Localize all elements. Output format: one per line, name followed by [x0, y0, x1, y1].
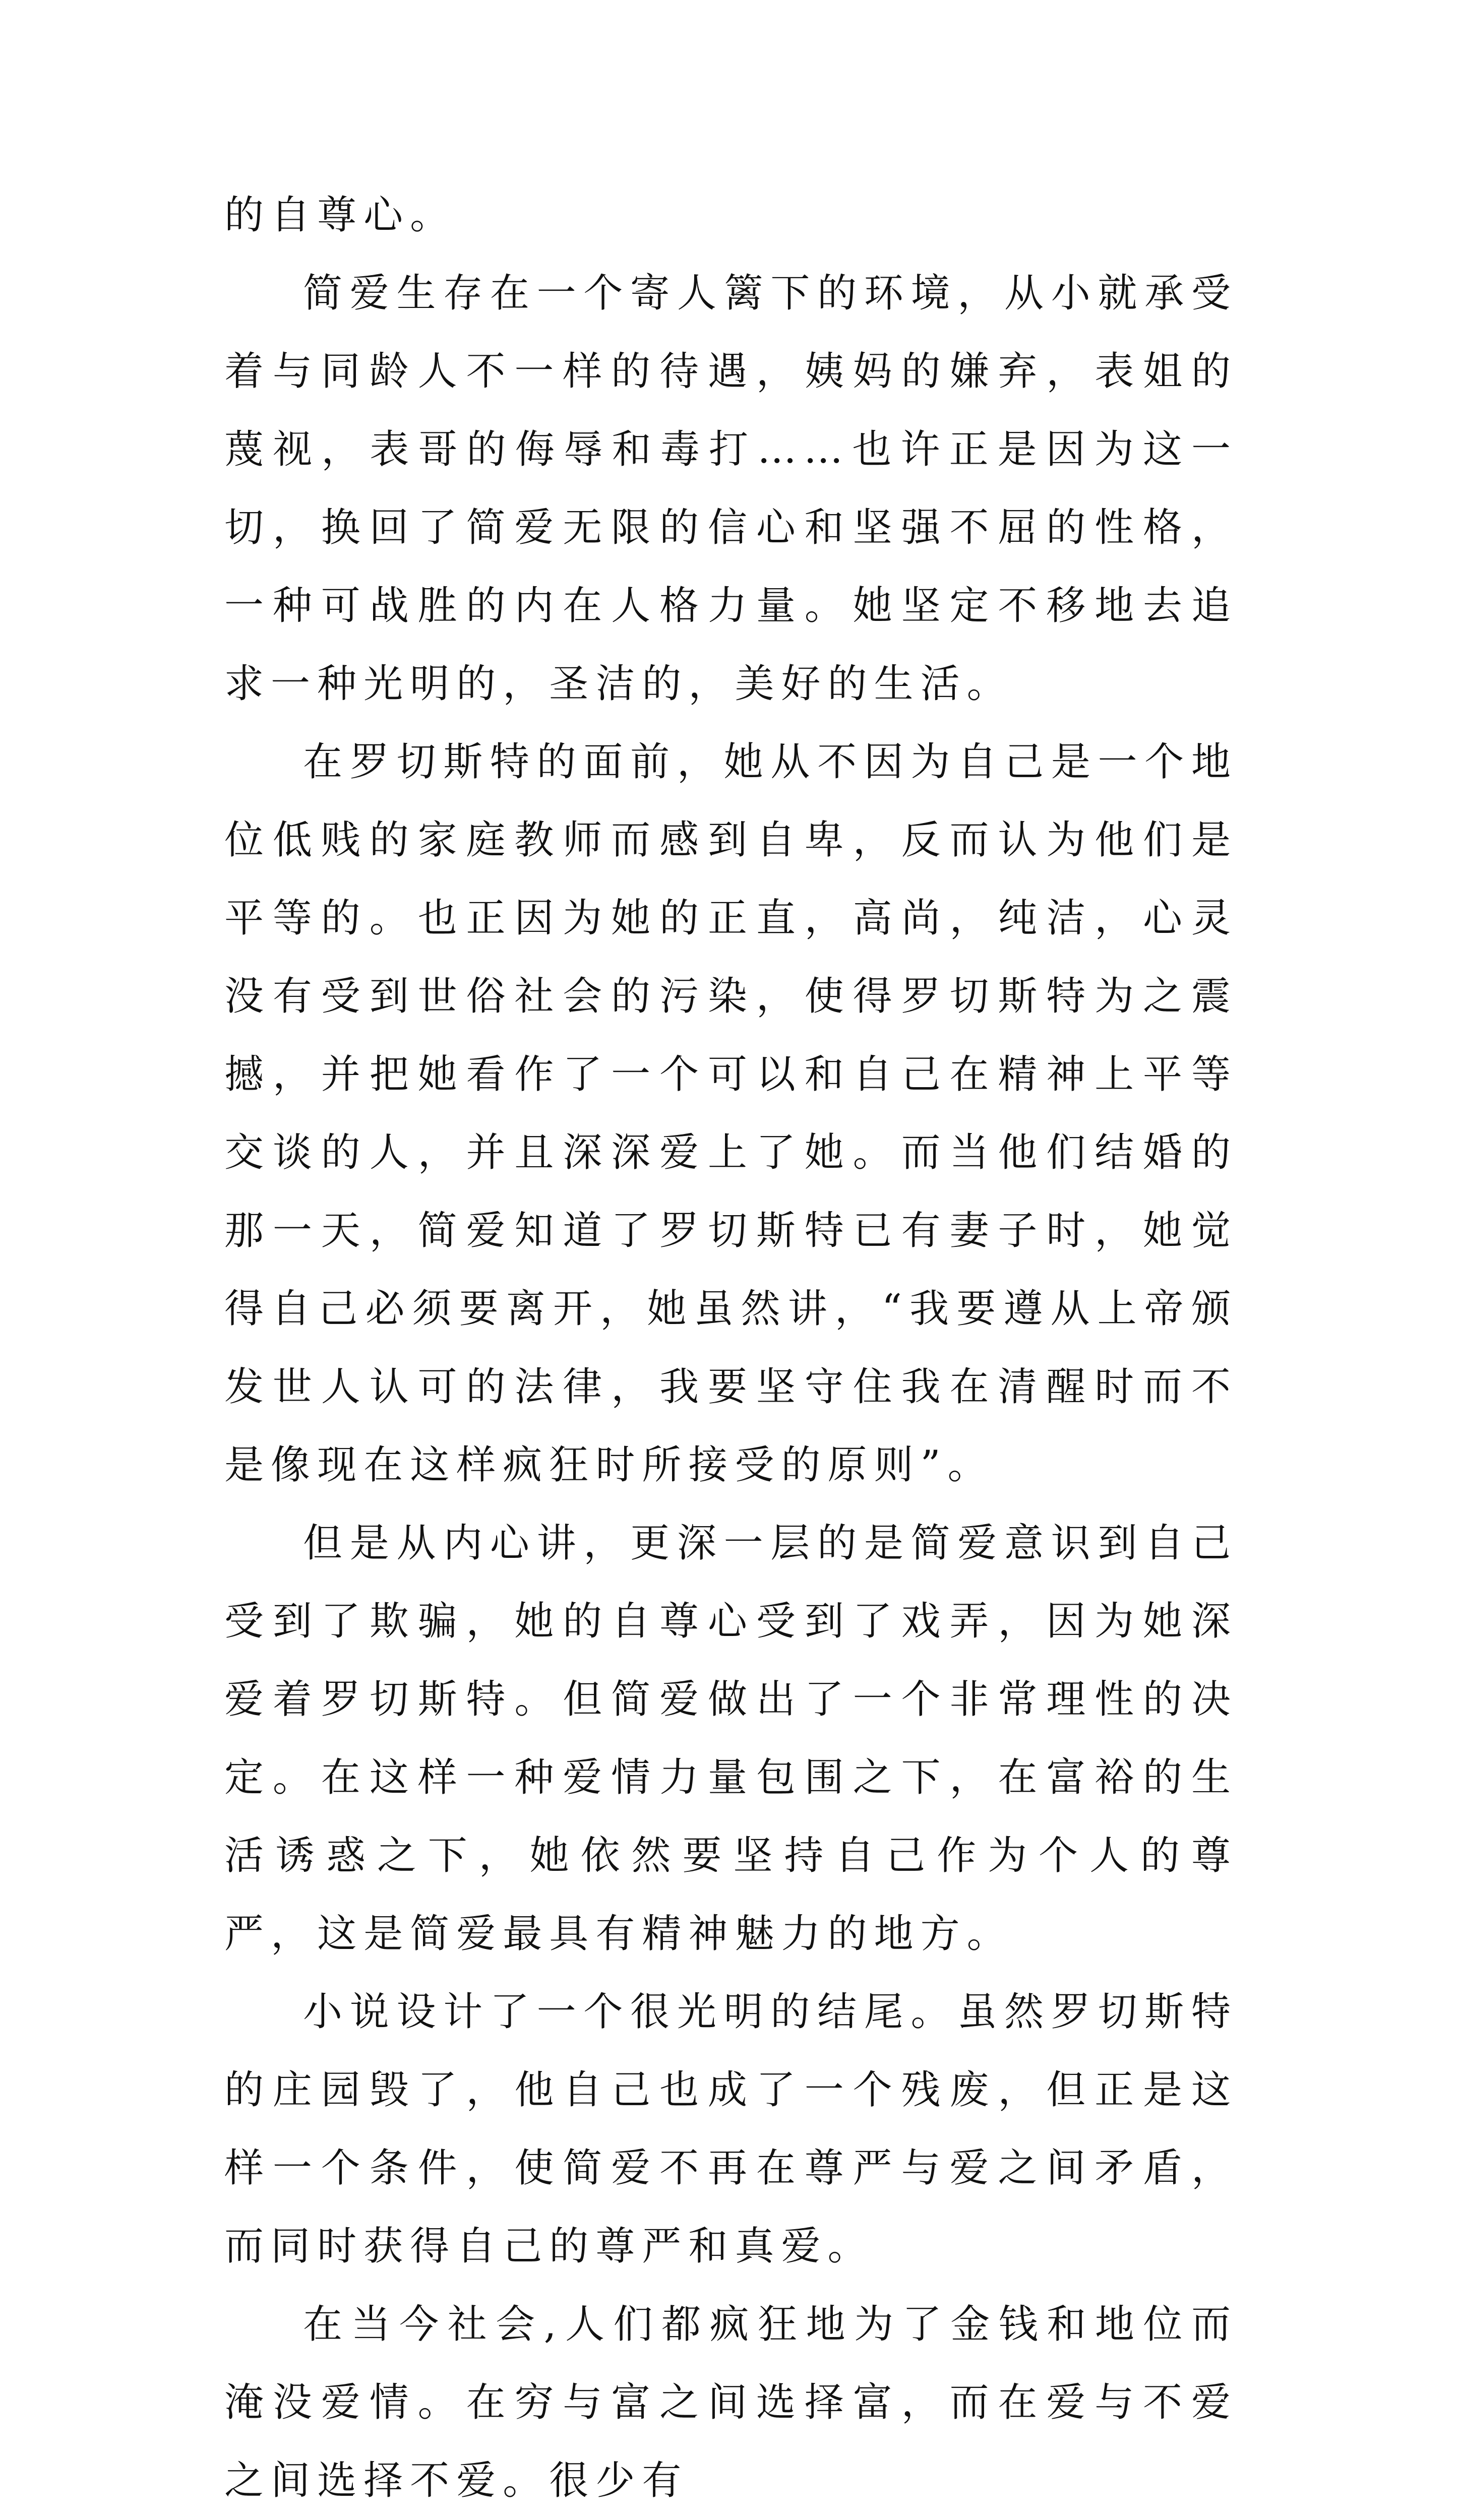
paragraph: 在罗切斯特的面前，她从不因为自己是一个地位低贱的家庭教师而感到自卑，反而认为他们是平等的。也正因为她的正直，高尚，纯洁，心灵没有受到世俗社会的污染，使得罗切斯特为之震撼，并把她看作了一个可以和自己在精神上平等交谈的人，并且深深爱上了她。而当他们结婚的那一天，简爱知道了罗切斯特已有妻子时，她觉得自己必须要离开，她虽然讲，“我要遵从上帝颁发世人认可的法律，我要坚守住我在清醒时而不是像现在这样疯狂时所接受的原则”。	[224, 739, 1238, 1488]
paragraph: 在当今社会,人们都疯狂地为了金钱和地位而淹没爱情。在穷与富之间选择富，而在爱与不爱之间选择不爱。很少有	[224, 2302, 1238, 2503]
document-body	[224, 176, 1238, 2520]
paragraph: 但是从内心讲，更深一层的是简爱意识到自己受到了欺骗，她的自尊心受到了戏弄，因为她深爱着罗切斯特。但简爱做出了一个非常理性的决定。在这样一种爱情力量包围之下，在富裕的生活诱惑之下，她依然要坚持自己作为个人的尊严，这是简爱最具有精神魅力的地方。	[224, 1521, 1238, 1957]
paragraph: 简爱生存在一个寄人篱下的环境，从小就承受着与同龄人不一样的待遇，姨妈的嫌弃，表姐的蔑视，表哥的侮辱和毒打……也许正是因为这一切，换回了简爱无限的信心和坚强不屈的性格，一种可战胜的内在人格力量。她坚定不移地去追求一种光明的，圣洁的，美好的生活。	[224, 271, 1238, 707]
paragraph: 小说设计了一个很光明的结尾。虽然罗切斯特的庄园毁了，他自己也成了一个残废，但正是这样一个条件，使简爱不再在尊严与爱之间矛盾，而同时获得自己的尊严和真爱。	[224, 1989, 1238, 2269]
paragraph: 的自尊心。	[224, 193, 457, 238]
